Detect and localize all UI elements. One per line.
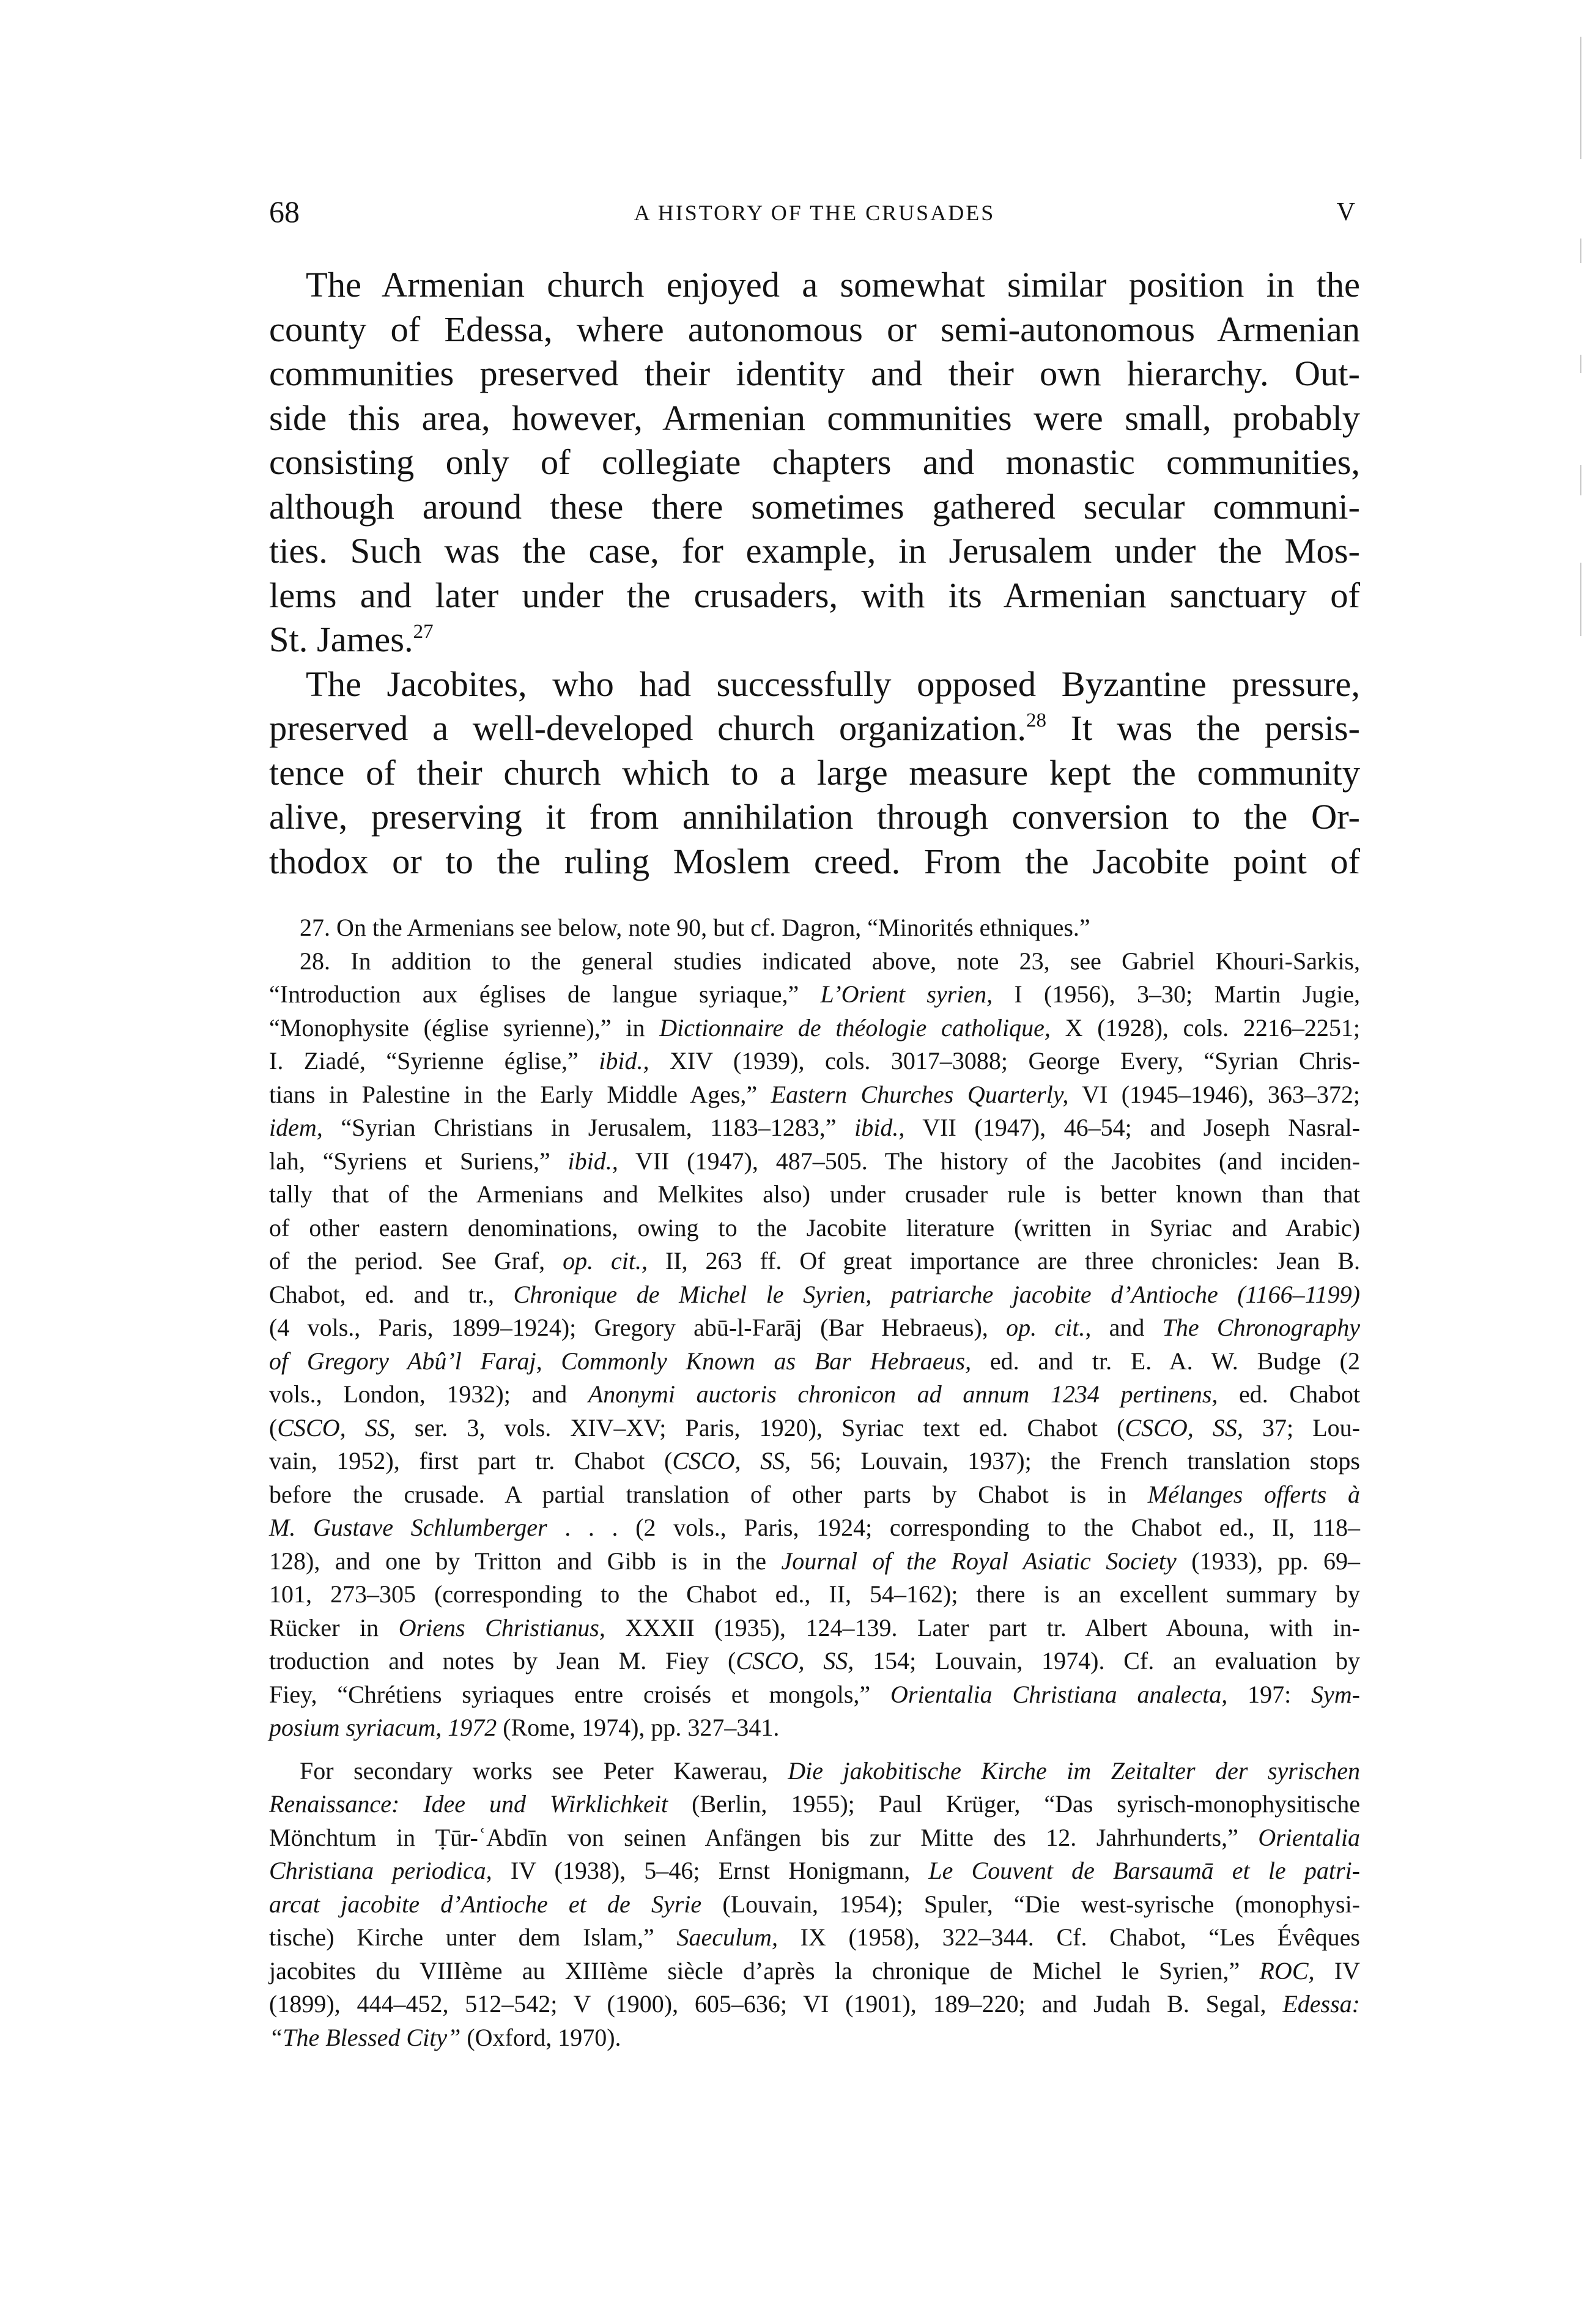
text-line: The Armenian church enjoyed a somewhat similar position in the bbox=[306, 265, 1360, 305]
italic-title: The Chronography bbox=[1162, 1314, 1360, 1341]
footnote-28-line bbox=[269, 1645, 1360, 1678]
footnote-28-line bbox=[269, 1045, 1360, 1078]
text-span: Fiey, “Chrétiens syriaques entre croisés et mongols,” bbox=[269, 1680, 890, 1708]
footnote-28-line bbox=[269, 1445, 1360, 1478]
text-line: thodox or to the ruling Moslem creed. From the Jacobite point of bbox=[269, 841, 1360, 881]
footnote-ref-27: 27 bbox=[413, 621, 434, 643]
italic-title: Renaissance: Idee und Wirklichkeit bbox=[269, 1790, 668, 1818]
italic-title: op. cit., bbox=[1006, 1314, 1092, 1341]
text-span: ed. Chabot bbox=[1218, 1380, 1360, 1408]
footnote-28-line: 28. In addition to the general studies indicated above, note 23, see Gabriel Khouri-Sarkis, bbox=[300, 947, 1360, 975]
text-span: For secondary works see Peter Kawerau, bbox=[300, 1756, 788, 1785]
text-span: vols., London, 1932); and bbox=[269, 1380, 588, 1408]
footnote-28-line bbox=[269, 1412, 1360, 1445]
text-span: I (1956), 3–30; Martin Jugie, bbox=[993, 980, 1360, 1008]
text-span: XIV (1939), cols. 3017–3088; George Every, “Syrian Chris- bbox=[649, 1047, 1361, 1075]
text-line: communities preserved their identity and their own hierarchy. Out- bbox=[269, 353, 1360, 393]
footnote-28-line bbox=[269, 1678, 1360, 1712]
footnote-28-cont-line bbox=[269, 1755, 1360, 1788]
footnote-28-line bbox=[269, 1245, 1360, 1278]
text-span: Rücker in bbox=[269, 1613, 399, 1641]
text-span: II, 263 ff. Of great importance are three chronicles: Jean B. bbox=[648, 1247, 1360, 1275]
text-span: It was the persis- bbox=[1046, 708, 1360, 748]
italic-title: Journal of the Royal Asiatic Society bbox=[781, 1547, 1177, 1575]
text-line: ties. Such was the case, for example, in Jerusalem under the Mos- bbox=[269, 531, 1360, 571]
text-line bbox=[269, 618, 1360, 662]
edge-mark bbox=[1580, 465, 1581, 495]
footnote-28-cont-line bbox=[269, 1888, 1360, 1922]
footnote-28-line bbox=[269, 1311, 1360, 1345]
text-line: consisting only of collegiate chapters and monastic communities, bbox=[269, 442, 1360, 482]
footnote-28-line bbox=[269, 1345, 1360, 1378]
edge-mark bbox=[1580, 355, 1581, 373]
text-span: “Monophysite (église syrienne),” in bbox=[269, 1013, 660, 1042]
text-line: tence of their church which to a large measure kept the community bbox=[269, 752, 1360, 793]
text-line: although around these there sometimes gathered secular communi- bbox=[269, 486, 1360, 527]
text-span: VI (1945–1946), 363–372; bbox=[1068, 1080, 1360, 1108]
text-span: Chabot, ed. and tr., bbox=[269, 1280, 514, 1308]
italic-title: ibid., bbox=[599, 1047, 649, 1075]
italic-title: CSCO, SS, bbox=[736, 1647, 854, 1675]
text-span: (Rome, 1974), pp. 327–341. bbox=[497, 1714, 780, 1741]
italic-title: Le Couvent de Barsaumā et le patri- bbox=[928, 1857, 1360, 1884]
footnote-28-line bbox=[269, 1711, 1360, 1745]
text-span: Mönchtum in Ṭūr-ʿAbdīn von seinen Anfängen bis zur Mitte des 12. Jahrhunderts,” bbox=[269, 1823, 1259, 1851]
text-span: VII (1947), 46–54; and Joseph Nasral- bbox=[904, 1114, 1360, 1141]
italic-title: Edessa: bbox=[1282, 1990, 1360, 2018]
text-span: 154; Louvain, 1974). Cf. an evaluation by bbox=[854, 1647, 1360, 1675]
italic-title: M. Gustave Schlumberger bbox=[269, 1514, 547, 1541]
italic-title: posium syriacum, 1972 bbox=[269, 1714, 497, 1741]
text-span: ser. 3, vols. XIV–XV; Paris, 1920), Syriac text ed. Chabot ( bbox=[395, 1413, 1125, 1441]
italic-title: Sym- bbox=[1311, 1680, 1360, 1708]
footnote-28-cont-line bbox=[269, 1988, 1360, 2021]
text-span: (Oxford, 1970). bbox=[460, 2023, 621, 2051]
text-span: tische) Kirche unter dem Islam,” bbox=[269, 1923, 677, 1951]
italic-title: of Gregory Abû’l Faraj, Commonly Known as Bar Hebraeus, bbox=[269, 1347, 972, 1375]
italic-title: CSCO, SS, bbox=[672, 1447, 791, 1475]
footnote-28-line bbox=[269, 1012, 1360, 1045]
footnote-28-line bbox=[269, 1078, 1360, 1112]
italic-title: Oriens Christianus, bbox=[398, 1613, 605, 1641]
footnote-28-cont-line bbox=[269, 2021, 1360, 2055]
italic-title: Dictionnaire de théologie catholique, bbox=[659, 1013, 1051, 1042]
edge-mark bbox=[1580, 239, 1581, 263]
italic-title: op. cit., bbox=[563, 1247, 648, 1275]
footnote-28-line bbox=[269, 978, 1360, 1012]
footnote-28-line: of other eastern denominations, owing to the Jacobite literature (written in Syriac and Arabic) bbox=[269, 1213, 1360, 1242]
text-line: The Jacobites, who had successfully opposed Byzantine pressure, bbox=[306, 664, 1360, 704]
text-line: alive, preserving it from annihilation through conversion to the Or- bbox=[269, 797, 1360, 837]
text-span: VII (1947), 487–505. The history of the Jacobites (and inciden- bbox=[618, 1147, 1360, 1175]
text-span: of the period. See Graf, bbox=[269, 1247, 563, 1275]
footnote-28-cont-line bbox=[269, 1854, 1360, 1888]
text-span: IV bbox=[1314, 1956, 1360, 1985]
text-line: lems and later under the crusaders, with its Armenian sanctuary of bbox=[269, 575, 1360, 615]
footnote-28-line bbox=[269, 1478, 1360, 1512]
footnote-28-line bbox=[269, 1145, 1360, 1179]
text-line: county of Edessa, where autonomous or semi-autonomous Armenian bbox=[269, 309, 1360, 349]
italic-title: L’Orient syrien, bbox=[820, 980, 993, 1008]
italic-title: Orientalia Christiana analecta, bbox=[890, 1680, 1228, 1708]
running-title: A HISTORY OF THE CRUSADES bbox=[634, 201, 996, 225]
italic-title: CSCO, SS, bbox=[277, 1413, 396, 1441]
text-span: and bbox=[1091, 1314, 1163, 1341]
italic-title: Mélanges offerts à bbox=[1147, 1480, 1360, 1508]
text-line: side this area, however, Armenian communities were small, probably bbox=[269, 398, 1360, 438]
footnote-27: 27. On the Armenians see below, note 90, but cf. Dagron, “Minorités ethniques.” bbox=[300, 914, 1090, 941]
footnote-28-line bbox=[269, 1612, 1360, 1645]
text-span: 56; Louvain, 1937); the French translation stops bbox=[791, 1447, 1361, 1475]
edge-mark bbox=[1580, 37, 1581, 159]
footnote-ref-28: 28 bbox=[1026, 709, 1046, 731]
italic-title: Chronique de Michel le Syrien, patriarche jacobite d’Antioche (1166–1199) bbox=[513, 1280, 1360, 1308]
italic-title: Saeculum, bbox=[676, 1923, 778, 1951]
text-span: lah, “Syriens et Suriens,” bbox=[269, 1147, 568, 1175]
text-span: vain, 1952), first part tr. Chabot ( bbox=[269, 1447, 673, 1475]
text-span: (1933), pp. 69– bbox=[1176, 1547, 1360, 1575]
italic-title: “The Blessed City” bbox=[269, 2023, 461, 2051]
text-span: troduction and notes by Jean M. Fiey ( bbox=[269, 1647, 736, 1675]
footnote-28-line bbox=[269, 1378, 1360, 1412]
text-span: preserved a well-developed church organization. bbox=[269, 708, 1026, 748]
text-span: (4 vols., Paris, 1899–1924); Gregory abū-l-Farāj (Bar Hebraeus), bbox=[269, 1314, 1007, 1341]
italic-title: idem, bbox=[269, 1114, 323, 1141]
main-text bbox=[269, 263, 1360, 884]
text-span: . . . (2 vols., Paris, 1924; corresponding to the Chabot ed., II, 118– bbox=[547, 1514, 1360, 1541]
footnote-28-cont-line bbox=[269, 1955, 1360, 1988]
text-span: 37; Lou- bbox=[1243, 1413, 1361, 1441]
text-span: ( bbox=[269, 1413, 278, 1441]
text-span: 197: bbox=[1227, 1680, 1312, 1708]
footnote-28-line bbox=[269, 1278, 1360, 1312]
text-span: IX (1958), 322–344. Cf. Chabot, “Les Évêques bbox=[777, 1923, 1360, 1951]
footnote-28-line: tally that of the Armenians and Melkites also) under crusader rule is better known than that bbox=[269, 1180, 1360, 1208]
text-span: tians in Palestine in the Early Middle Ages,” bbox=[269, 1080, 771, 1108]
footnote-28-line bbox=[269, 1511, 1360, 1545]
text-line bbox=[269, 706, 1360, 751]
text-span: ed. and tr. E. A. W. Budge (2 bbox=[971, 1347, 1360, 1375]
text-span: jacobites du VIIIème au XIIIème siècle d’après la chronique de Michel le Syrien,” bbox=[269, 1956, 1260, 1985]
text-span: I. Ziadé, “Syrienne église,” bbox=[269, 1047, 599, 1075]
running-head bbox=[269, 193, 1360, 230]
part-number: V bbox=[1336, 198, 1355, 226]
italic-title: ibid., bbox=[854, 1114, 905, 1141]
footnotes bbox=[269, 911, 1360, 2054]
text-span: St. James. bbox=[269, 620, 413, 659]
text-span: (Berlin, 1955); Paul Krüger, “Das syrisch-monophysitische bbox=[668, 1790, 1360, 1818]
footnote-28-cont-line bbox=[269, 1921, 1360, 1955]
italic-title: ROC, bbox=[1259, 1956, 1315, 1985]
footnote-28-line bbox=[269, 1545, 1360, 1578]
footnote-28-line: 101, 273–305 (corresponding to the Chabot ed., II, 54–162); there is an excellent summary by bbox=[269, 1580, 1360, 1608]
edge-mark bbox=[1580, 563, 1581, 636]
text-span: IV (1938), 5–46; Ernst Honigmann, bbox=[492, 1857, 929, 1884]
footnote-28-line bbox=[269, 1111, 1360, 1145]
italic-title: Christiana periodica, bbox=[269, 1857, 492, 1884]
italic-title: ibid., bbox=[568, 1147, 618, 1175]
italic-title: CSCO, SS, bbox=[1125, 1413, 1243, 1441]
footnote-28-cont-line bbox=[269, 1788, 1360, 1821]
text-span: XXXII (1935), 124–139. Later part tr. Albert Abouna, with in- bbox=[605, 1613, 1360, 1641]
text-span: “Introduction aux églises de langue syriaque,” bbox=[269, 980, 821, 1008]
text-span: “Syrian Christians in Jerusalem, 1183–1283,” bbox=[322, 1114, 855, 1141]
italic-title: Die jakobitische Kirche im Zeitalter der syrischen bbox=[788, 1756, 1360, 1785]
text-span: before the crusade. A partial translation of other parts by Chabot is in bbox=[269, 1480, 1148, 1508]
text-span: (1899), 444–452, 512–542; V (1900), 605–636; VI (1901), 189–220; and Judah B. Segal, bbox=[269, 1990, 1283, 2018]
scan-edge-marks bbox=[1580, 37, 1583, 648]
italic-title: Orientalia bbox=[1258, 1823, 1360, 1851]
italic-title: Anonymi auctoris chronicon ad annum 1234 pertinens, bbox=[588, 1380, 1218, 1408]
page-number: 68 bbox=[269, 194, 300, 229]
text-span: X (1928), cols. 2216–2251; bbox=[1050, 1013, 1360, 1042]
italic-title: arcat jacobite d’Antioche et de Syrie bbox=[269, 1890, 702, 1918]
text-span: (Louvain, 1954); Spuler, “Die west-syrische (monophysi- bbox=[701, 1890, 1361, 1918]
footnote-28-cont-line bbox=[269, 1821, 1360, 1855]
text-span: 128), and one by Tritton and Gibb is in the bbox=[269, 1547, 782, 1575]
italic-title: Eastern Churches Quarterly, bbox=[771, 1080, 1069, 1108]
